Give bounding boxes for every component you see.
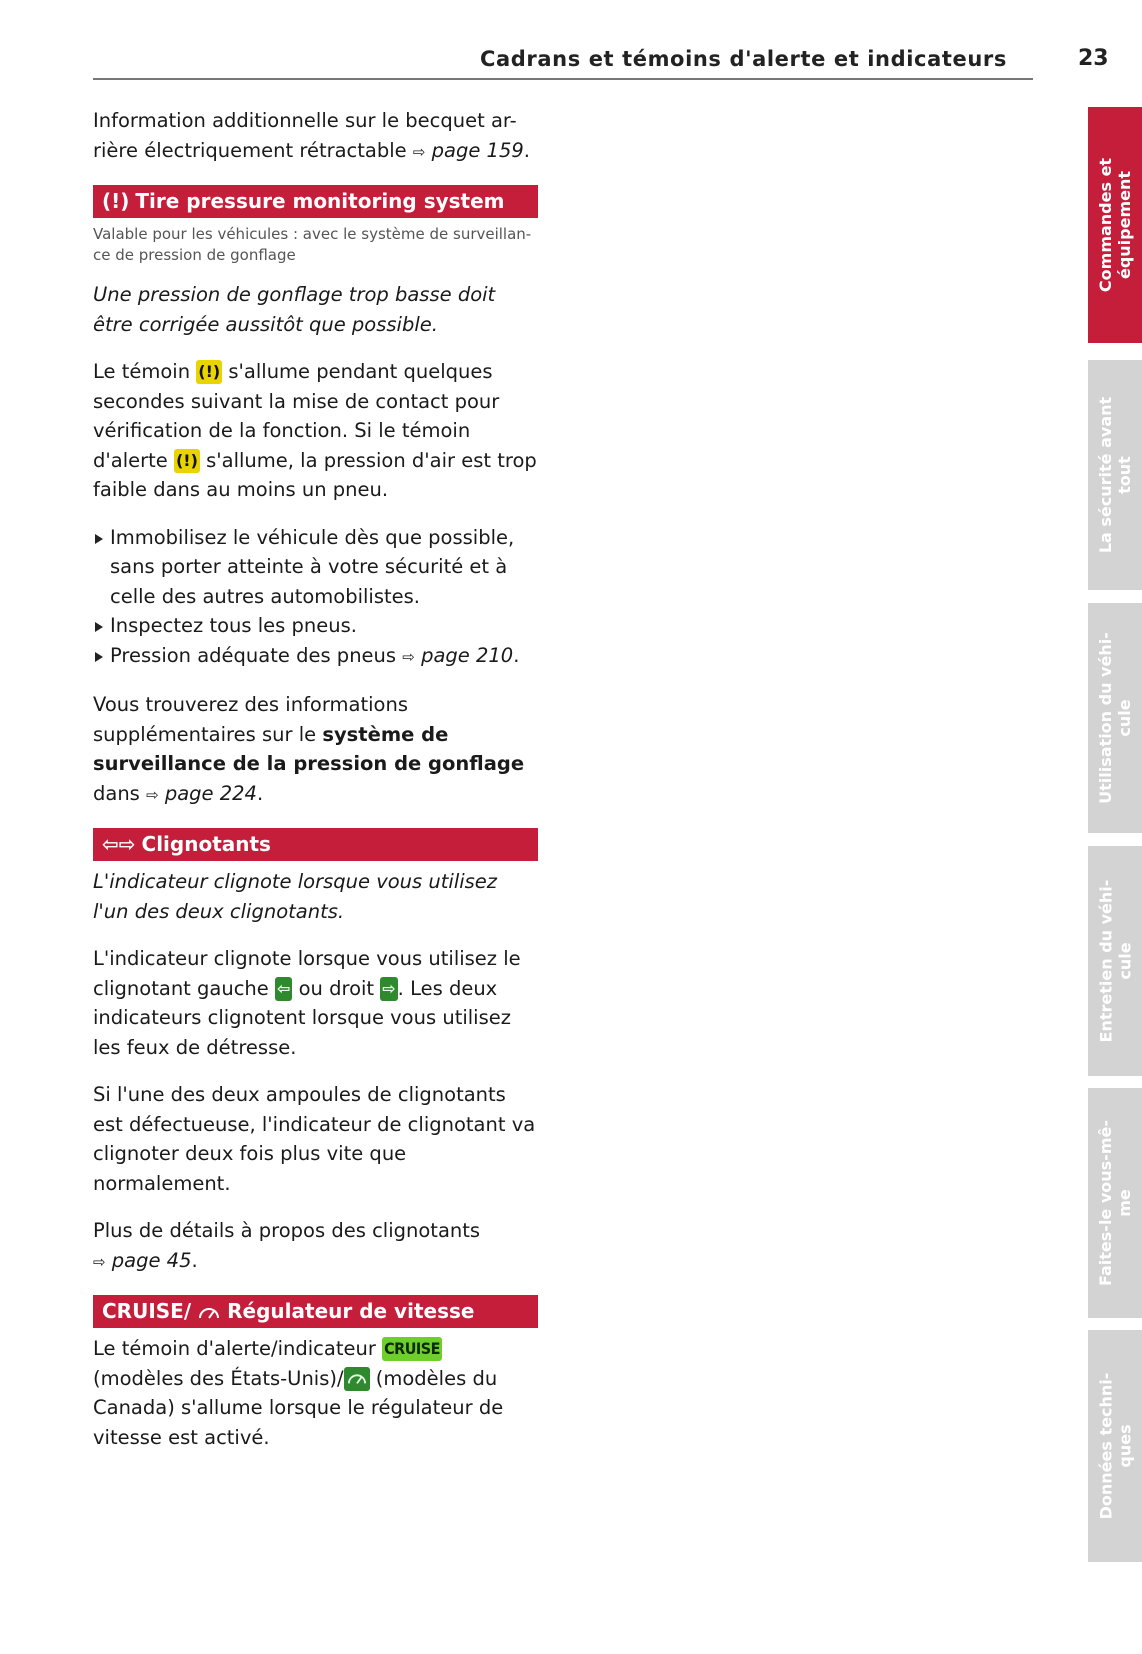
turn-signal-arrows-icon: ⇦⇨ <box>102 832 136 856</box>
tpms-description: Le témoin (!) s'allume pendant quelques secondes suivant la mise de contact pour vérification de la fonction. Si le témoin d'alerte (!) s'allume, la pression d'air est trop faible dans au moins un pneu. <box>93 360 537 501</box>
spoiler-info-paragraph: Information additionnelle sur le becquet ar- rière électriquement rétractable ⇨ page 159. <box>93 109 530 162</box>
main-column <box>93 106 538 1470</box>
left-turn-lamp-icon: ⇦ <box>275 977 292 1001</box>
section-heading-tpms: (!) Tire pressure monitoring system <box>93 185 538 218</box>
speedometer-icon <box>346 1369 368 1387</box>
page-ref-link[interactable]: page 159 <box>431 138 524 162</box>
side-tab-donnees[interactable] <box>1088 1330 1142 1562</box>
page-ref-arrow-icon: ⇨ <box>146 785 159 804</box>
cruise-lamp-icon: CRUISE <box>382 1337 442 1361</box>
cruise-label-icon: CRUISE/ <box>102 1299 192 1323</box>
side-tab-label: Entretien du véhi- cule <box>1096 879 1134 1043</box>
list-item: Inspectez tous les pneus. <box>93 611 538 641</box>
page-ref-link[interactable]: page 224 <box>164 781 257 805</box>
page-ref-link[interactable]: page 45 <box>111 1248 192 1272</box>
cruise-description: Le témoin d'alerte/indicateur CRUISE (modèles des États-Unis)/ (modèles du Canada) s'allume lorsque le régulateur de vitesse est activé. <box>93 1337 504 1449</box>
right-turn-lamp-icon: ⇨ <box>380 977 397 1001</box>
section-intro: Une pression de gonflage trop basse doit être corrigée aussitôt que possible. <box>93 283 496 336</box>
section-heading-cruise: CRUISE/ Régulateur de vitesse <box>93 1295 538 1328</box>
header-title: Cadrans et témoins d'alerte et indicateurs <box>480 47 1007 71</box>
side-tab-label: Faites-le vous-mê- me <box>1096 1120 1135 1286</box>
page-number: 23 <box>1078 46 1109 71</box>
validity-note: Valable pour les véhicules : avec le système de surveillan- ce de pression de gonflage <box>93 225 532 264</box>
turn-signals-description: L'indicateur clignote lorsque vous utilisez le clignotant gauche ⇦ ou droit ⇨ . Les deux indicateurs clignotent lorsque vous utilisez les feux de détresse. <box>93 947 521 1059</box>
page-ref-link[interactable]: page 210 <box>421 643 514 667</box>
page-ref-arrow-icon: ⇨ <box>402 647 415 666</box>
side-tab-entretien[interactable] <box>1088 846 1142 1076</box>
side-tab-utilisation[interactable] <box>1088 603 1142 833</box>
side-tab-label: Utilisation du véhi- cule <box>1096 632 1134 804</box>
side-tab-label: Commandes et équipement <box>1096 157 1135 293</box>
side-tab-commandes[interactable] <box>1088 107 1142 343</box>
speedometer-icon <box>197 1302 221 1322</box>
list-item: Immobilisez le véhicule dès que possible, sans porter atteinte à votre sécurité et à celle des autres automobilistes. <box>93 523 538 612</box>
tire-pressure-lamp-icon: (!) <box>174 449 200 473</box>
tire-pressure-warning-icon: (!) <box>102 189 130 213</box>
page-ref-arrow-icon: ⇨ <box>93 1252 106 1271</box>
tire-pressure-lamp-icon: (!) <box>196 360 222 384</box>
side-tab-label: La sécurité avant tout <box>1096 396 1135 554</box>
side-tab-faites-le[interactable] <box>1088 1088 1142 1318</box>
turn-signals-more-info: Plus de détails à propos des clignotants ⇨ page 45. <box>93 1219 481 1272</box>
section-heading-turn-signals: ⇦⇨ Clignotants <box>93 828 538 861</box>
page-ref-arrow-icon: ⇨ <box>412 142 426 161</box>
list-item: Pression adéquate des pneus ⇨ page 210. <box>93 641 538 673</box>
side-tab-label: Données techni- ques <box>1096 1372 1134 1520</box>
section-intro: L'indicateur clignote lorsque vous utilisez l'un des deux clignotants. <box>93 870 498 923</box>
header-divider <box>93 78 1033 80</box>
side-tab-securite[interactable] <box>1088 360 1142 590</box>
tpms-more-info: Vous trouverez des informations supplémentaires sur le système de surveillance de la pression de gonflage dans ⇨ page 224. <box>93 693 525 805</box>
action-list <box>93 523 538 673</box>
turn-signals-fault: Si l'une des deux ampoules de clignotants est défectueuse, l'indicateur de clignotant va clignoter deux fois plus vite que normalement. <box>93 1083 536 1195</box>
speedometer-lamp-icon <box>344 1367 370 1391</box>
